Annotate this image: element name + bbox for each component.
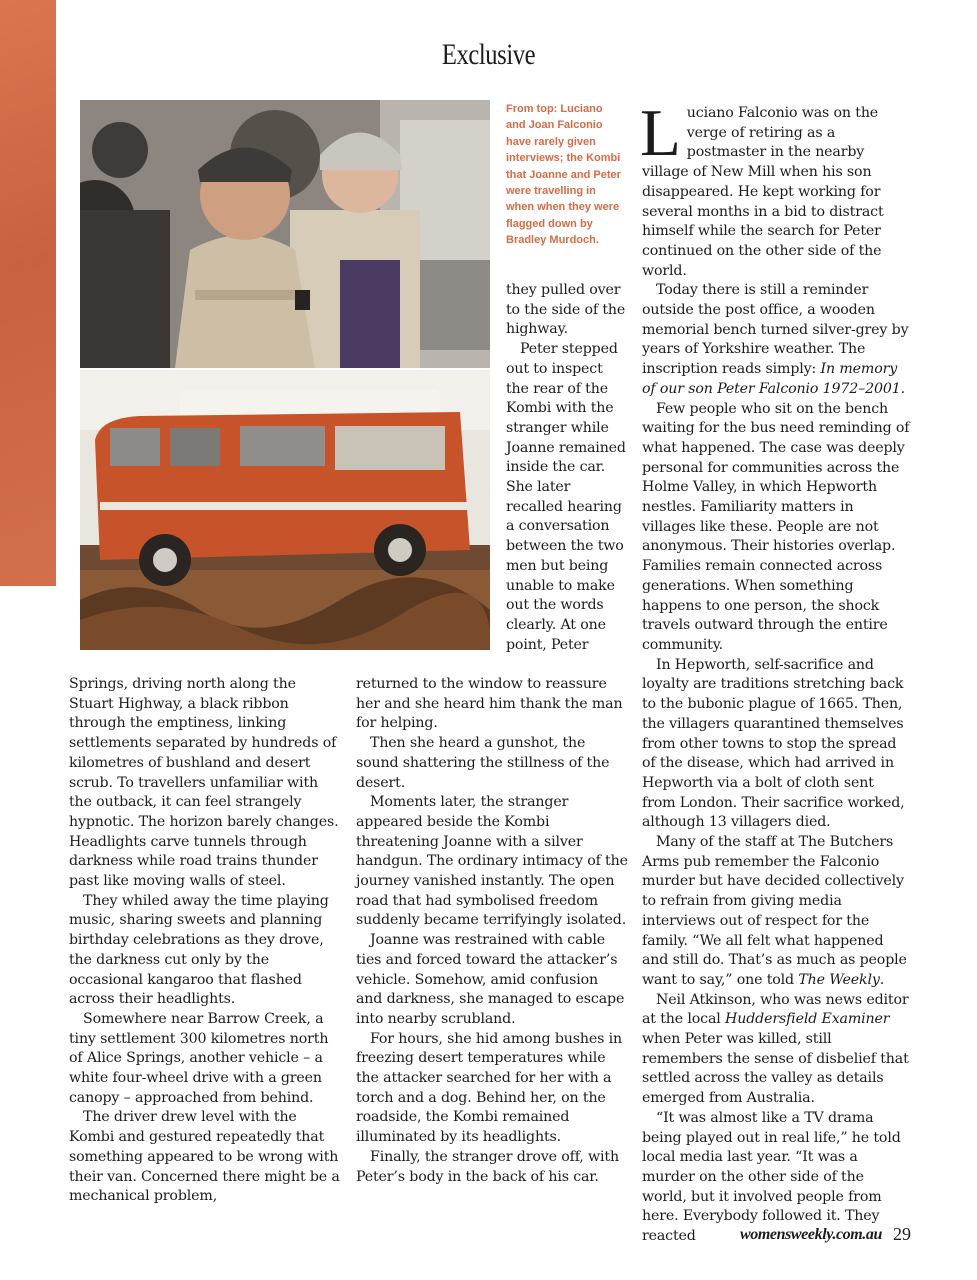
paragraph: For hours, she hid among bushes in freezing desert temperatures while the attacker searched for her with a torch and a dog. Behind her, on the roadside, the Kombi remained illuminated by its headlights. <box>356 1030 622 1146</box>
paragraph: In Hepworth, self-sacrifice and loyalty are traditions stretching back to the bubonic plague of 1665. Then, the villagers quarantined themselves from other towns to stop the spread of the disease, which had arrived in Hepworth via a bolt of cloth sent from London. Their sacrifice worked, although 13 villagers died. <box>642 656 905 831</box>
photo-falconio-parents <box>80 100 490 368</box>
paragraph: Finally, the stranger drove off, with Peter’s body in the back of his car. <box>356 1148 619 1185</box>
decorative-side-band <box>0 0 56 586</box>
footer-website: womensweekly.com.au <box>739 1226 882 1243</box>
paragraph: they pulled over to the side of the highway. <box>506 282 626 338</box>
photo-orange-kombi <box>80 370 490 650</box>
opening-paragraph: Luciano Falconio was on the verge of retiring as a postmaster in the nearby village of New Mill when his son disappeared. He kept working for several months in a bid to distract himself while the search for Peter continued on the other side of the world. <box>640 96 884 279</box>
paragraph: Springs, driving north along the Stuart Highway, a black ribbon through the emptiness, linking settlements separated by hundreds of kilometres of bushland and desert scrub. To travellers unfamiliar with the outback, it can feel strangely hypnotic. The horizon barely changes. Headlights carve tunnels through darkness while road trains thunder past like moving walls of steel. <box>69 676 339 890</box>
column-3 <box>640 96 910 1247</box>
paragraph: Moments later, the stranger appeared beside the Kombi threatening Joanne with a silver handgun. The ordinary intimacy of the journey vanished instantly. The open road that had symbolised freedom suddenly became terrifyingly isolated. <box>356 794 628 929</box>
paragraph: Peter stepped out to inspect the rear of the Kombi with the stranger while Joanne remained inside the car. She later recalled hearing a conversation between the two men but being unable to make out the words clearly. At one point, Peter <box>506 341 626 653</box>
column-1 <box>69 675 341 1207</box>
paragraph: “It was almost like a TV drama being played out in real life,” he told local media last year. “It was a murder on the other side of the world, but it involved people from here. Everybody followed it. They reacted <box>642 1109 901 1245</box>
paragraph: Many of the staff at The Butchers Arms pub remember the Falconio murder but have decided collectively to refrain from giving media interviews out of respect for the family. “We all felt what happened and still do. That’s as much as people want to say,” one told The Weekly. <box>642 834 907 988</box>
paragraph: Somewhere near Barrow Creek, a tiny settlement 300 kilometres north of Alice Springs, another vehicle – a white four-wheel drive with a green canopy – approached from behind. <box>69 1010 329 1106</box>
paragraph: Neil Atkinson, who was news editor at the local Huddersfield Examiner when Peter was killed, still remembers the sense of disbelief that settled across the valley as details emerged from Australia. <box>642 991 909 1107</box>
drop-cap: L <box>640 96 681 170</box>
paragraph: Few people who sit on the bench waiting for the bus need reminding of what happened. The case was deeply personal for communities across the Holme Valley, in which Hepworth nestles. Familiarity matters in villages like these. People are not anonymous. Their histories overlap. Families remain connected across generations. When something happens to one person, the shock travels outward through the entire community. <box>642 400 910 653</box>
column-2-lower <box>356 675 628 1187</box>
section-title: Exclusive <box>441 38 536 71</box>
page-number: 29 <box>893 1224 911 1244</box>
paragraph: They whiled away the time playing music, sharing sweets and planning birthday celebrations as they drove, the darkness cut only by the occasional kangaroo that flashed across their headlights. <box>69 892 329 1008</box>
paragraph: Today there is still a reminder outside the post office, a wooden memorial bench turned silver-grey by years of Yorkshire weather. The inscription reads simply: In memory of our son Peter Falconio 1972–2001. <box>642 282 909 397</box>
photo-caption: From top: Luciano and Joan Falconio have rarely given interviews; the Kombi that Joanne and Peter were travelling in when when they were flagged down by Bradley Murdoch. <box>506 103 621 247</box>
paragraph: Then she heard a gunshot, the sound shattering the stillness of the desert. <box>356 735 610 791</box>
paragraph: returned to the window to reassure her and she heard him thank the man for helping. <box>356 676 623 732</box>
column-2-upper <box>506 281 628 655</box>
memorial-inscription: In memory of our son Peter Falconio 1972–2001. <box>642 361 905 397</box>
paragraph: Joanne was restrained with cable ties and forced toward the attacker’s vehicle. Somehow, amid confusion and darkness, she managed to escape into nearby scrubland. <box>356 932 625 1027</box>
paragraph: The driver drew level with the Kombi and gestured repeatedly that something appeared to be wrong with their van. Concerned there might be a mechanical problem, <box>69 1109 340 1205</box>
